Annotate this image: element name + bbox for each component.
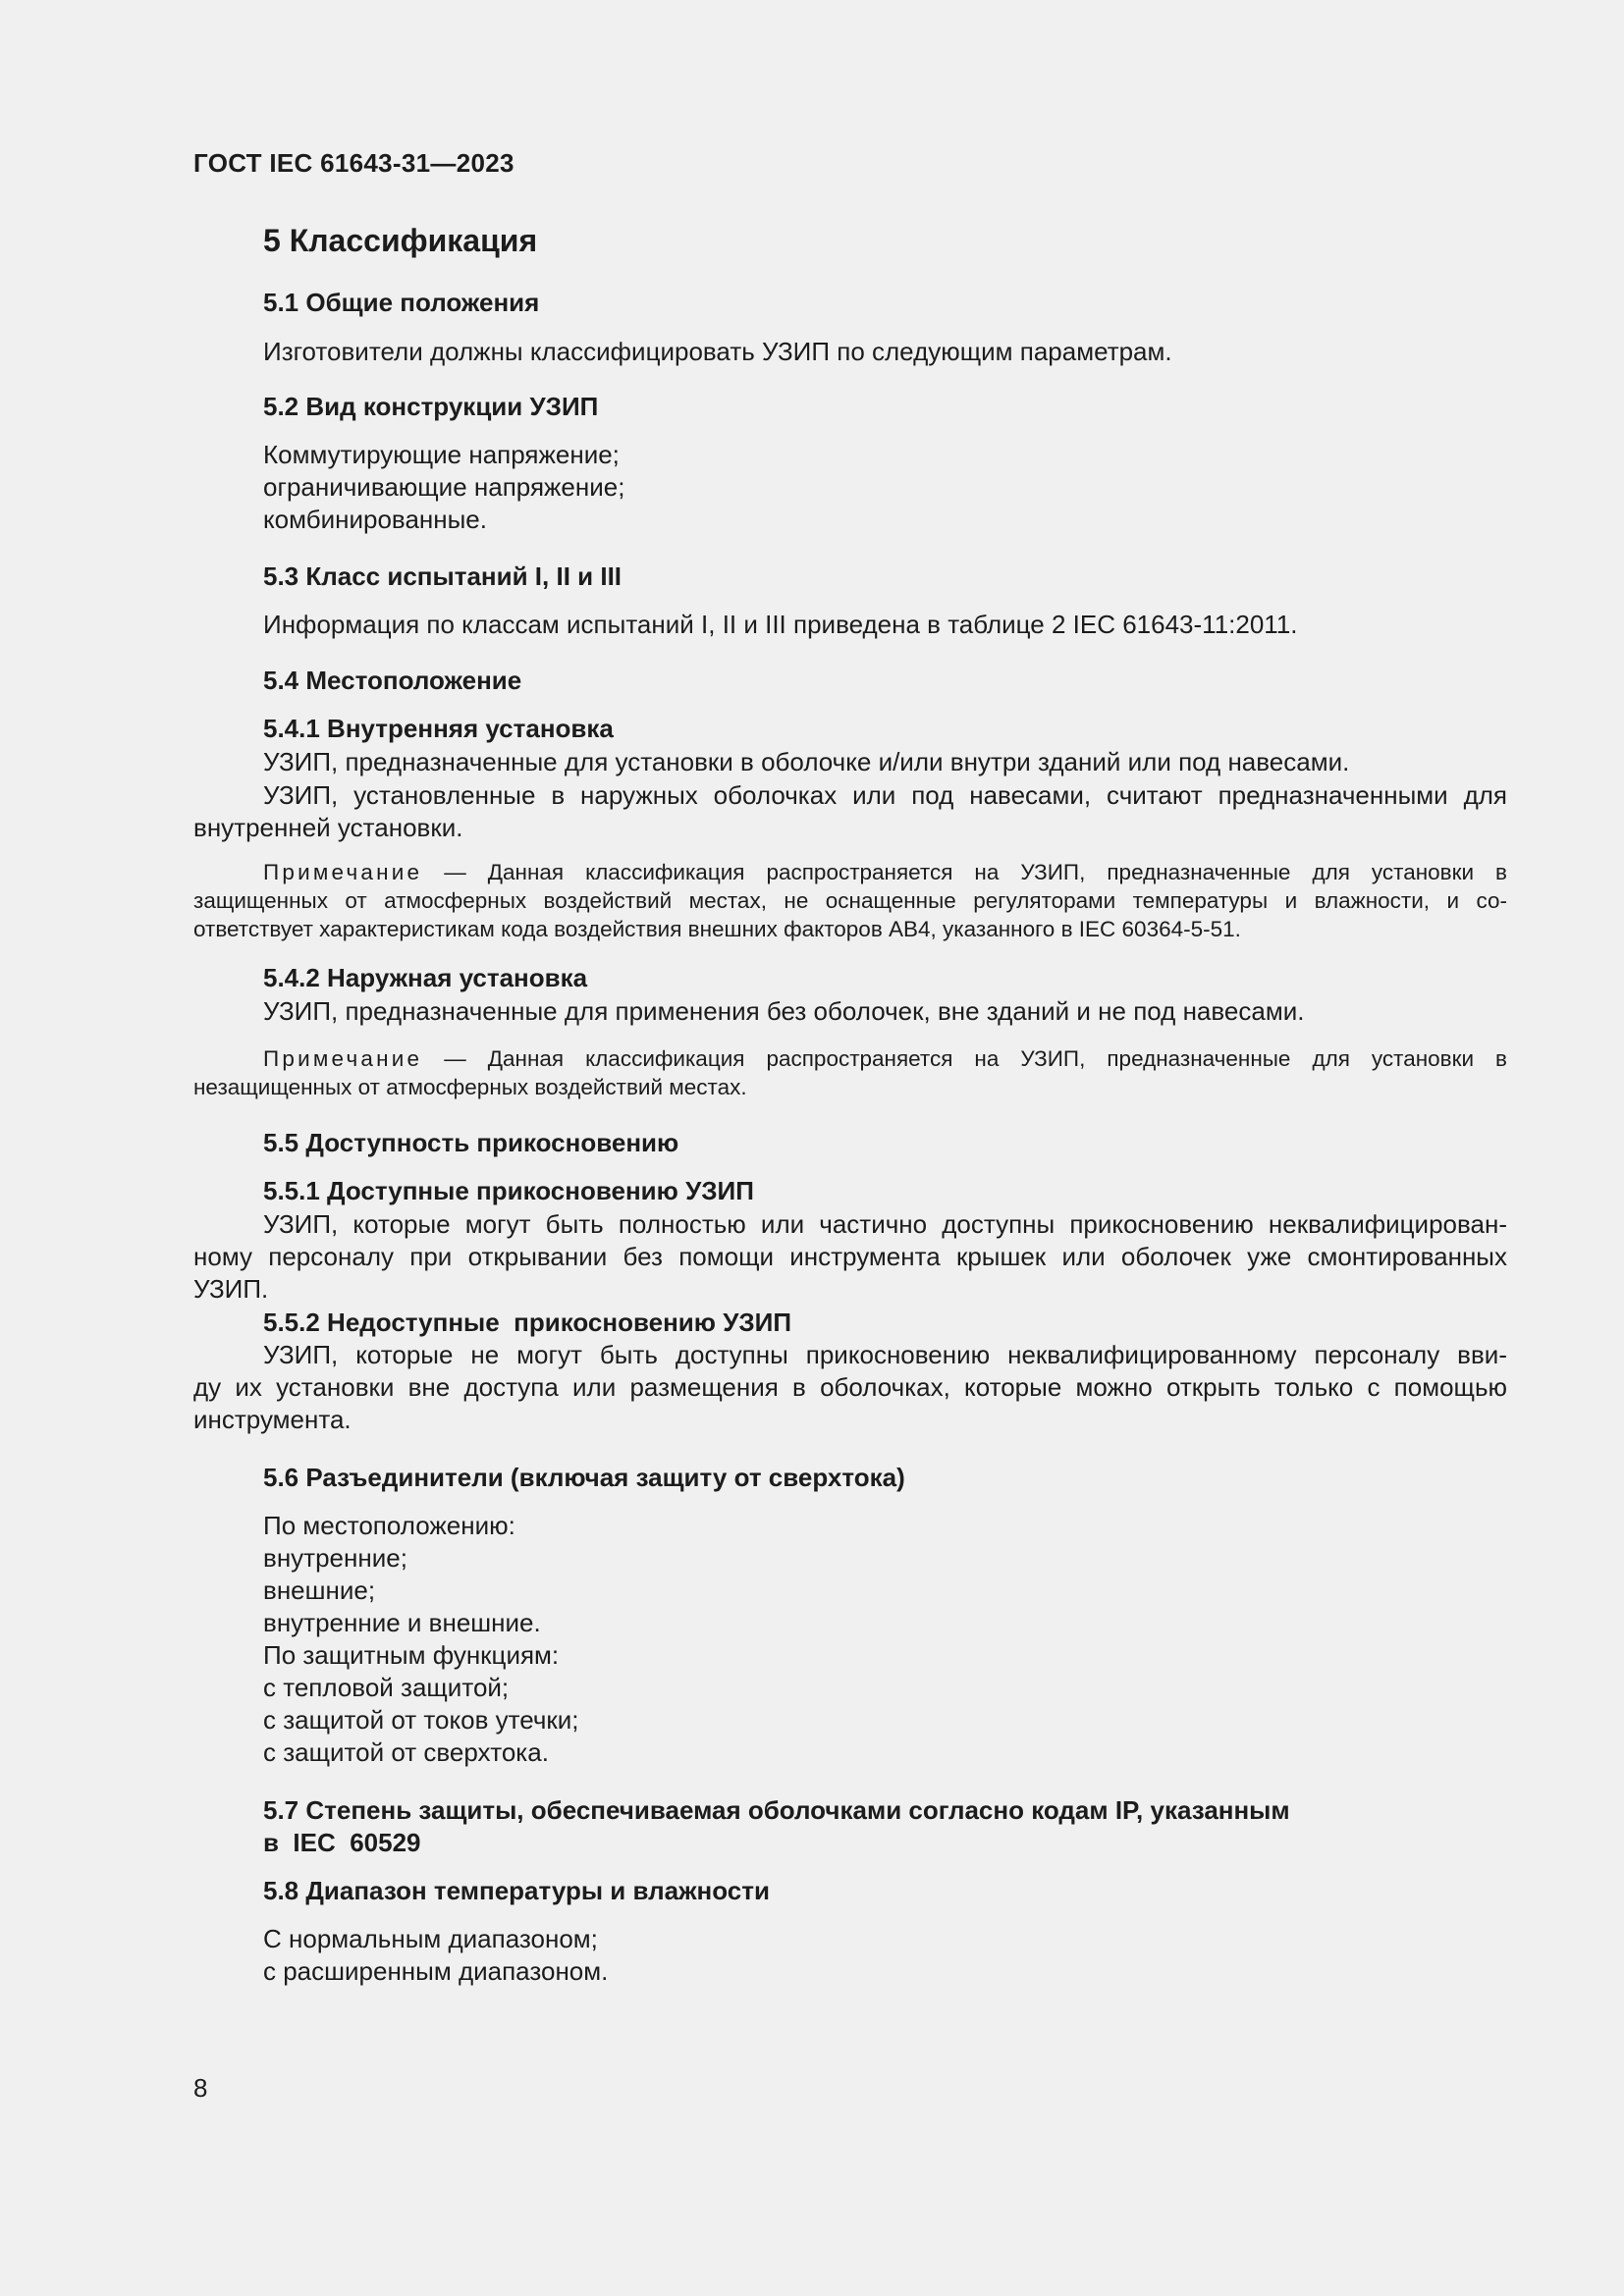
heading-5-8: 5.8 Диапазон температуры и влажности — [263, 1876, 770, 1905]
list-item-5-6: внутренние; — [263, 1543, 407, 1573]
paragraph-5-4-1-line: УЗИП, предназначенные для установки в оболочке и/или внутри зданий или под навесами. — [263, 747, 1350, 776]
list-item-5-8: С нормальным диапазоном; — [263, 1924, 598, 1953]
note-label: Примечание — [263, 860, 423, 884]
list-item-5-2: Коммутирующие напряжение; — [263, 440, 620, 469]
heading-5-7-line: в IEC 60529 — [263, 1828, 421, 1857]
paragraph-5-4-1-line: УЗИП, установленные в наружных оболочках или под навесами, считают предназначенными для — [263, 780, 1507, 810]
heading-5-5-1: 5.5.1 Доступные прикосновению УЗИП — [263, 1176, 754, 1205]
paragraph-5-5-1-line: ному персоналу при открывании без помощи инструмента крышек или оболочек уже смонтированных — [193, 1242, 1507, 1271]
note-text: — Данная классификация распространяется на УЗИП, предназначенные для установки в — [422, 860, 1507, 884]
paragraph-5-5-2-line: УЗИП, которые не могут быть доступны прикосновению неквалифицированному персоналу вви- — [263, 1340, 1507, 1369]
heading-5-7-line: 5.7 Степень защиты, обеспечиваемая оболочками согласно кодам IP, указанным — [263, 1795, 1290, 1825]
list-item-5-8: с расширенным диапазоном. — [263, 1956, 609, 1986]
heading-5-2: 5.2 Вид конструкции УЗИП — [263, 392, 599, 421]
list-item-5-2: комбинированные. — [263, 505, 487, 534]
note-5-4-1-line: защищенных от атмосферных воздействий местах, не оснащенные регуляторами температуры и влажности, и со- — [193, 888, 1507, 913]
paragraph-5-1: Изготовители должны классифицировать УЗИП по следующим параметрам. — [263, 337, 1172, 366]
list-item-5-6: внутренние и внешние. — [263, 1608, 541, 1637]
note-text: — Данная классификация распространяется на УЗИП, предназначенные для установки в — [422, 1046, 1507, 1071]
list-item-5-6: По защитным функциям: — [263, 1640, 560, 1670]
paragraph-5-5-1-line: УЗИП, которые могут быть полностью или частично доступны прикосновению неквалифицирован- — [263, 1209, 1507, 1239]
paragraph-5-5-2-line: ду их установки вне доступа или размещения в оболочках, которые можно открыть только с помощью — [193, 1372, 1507, 1402]
note-5-4-1-line — [263, 860, 1507, 885]
paragraph-5-3: Информация по классам испытаний I, II и III приведена в таблице 2 IEC 61643-11:2011. — [263, 610, 1298, 639]
note-5-4-2-line: незащищенных от атмосферных воздействий местах. — [193, 1075, 747, 1099]
heading-5-1: 5.1 Общие положения — [263, 288, 540, 317]
list-item-5-2: ограничивающие напряжение; — [263, 472, 625, 502]
note-5-4-1-line: ответствует характеристикам кода воздействия внешних факторов АВ4, указанного в IEC 60364-5-51. — [193, 917, 1241, 941]
paragraph-5-4-1-line: внутренней установки. — [193, 813, 463, 842]
list-item-5-6: с защитой от сверхтока. — [263, 1737, 549, 1767]
heading-5-5: 5.5 Доступность прикосновению — [263, 1128, 679, 1157]
list-item-5-6: с защитой от токов утечки; — [263, 1705, 579, 1735]
list-item-5-6: с тепловой защитой; — [263, 1673, 510, 1702]
document-header: ГОСТ IEC 61643-31—2023 — [193, 148, 514, 178]
list-item-5-6: внешние; — [263, 1575, 376, 1605]
note-5-4-2-line — [263, 1046, 1507, 1072]
heading-5-5-2: 5.5.2 Недоступные прикосновению УЗИП — [263, 1308, 792, 1337]
paragraph-5-5-1-line: УЗИП. — [193, 1274, 269, 1304]
heading-5-4-2: 5.4.2 Наружная установка — [263, 963, 588, 992]
heading-5-6: 5.6 Разъединители (включая защиту от сверхтока) — [263, 1463, 905, 1492]
page-number: 8 — [193, 2073, 208, 2103]
paragraph-5-5-2-line: инструмента. — [193, 1405, 352, 1434]
paragraph-5-4-2: УЗИП, предназначенные для применения без оболочек, вне зданий и не под навесами. — [263, 996, 1305, 1026]
heading-5-4: 5.4 Местоположение — [263, 666, 522, 695]
heading-5-4-1: 5.4.1 Внутренняя установка — [263, 714, 614, 743]
note-label: Примечание — [263, 1046, 423, 1071]
heading-5-3: 5.3 Класс испытаний I, II и III — [263, 561, 623, 591]
section-5-title: 5 Классификация — [263, 223, 538, 258]
list-item-5-6: По местоположению: — [263, 1511, 515, 1540]
